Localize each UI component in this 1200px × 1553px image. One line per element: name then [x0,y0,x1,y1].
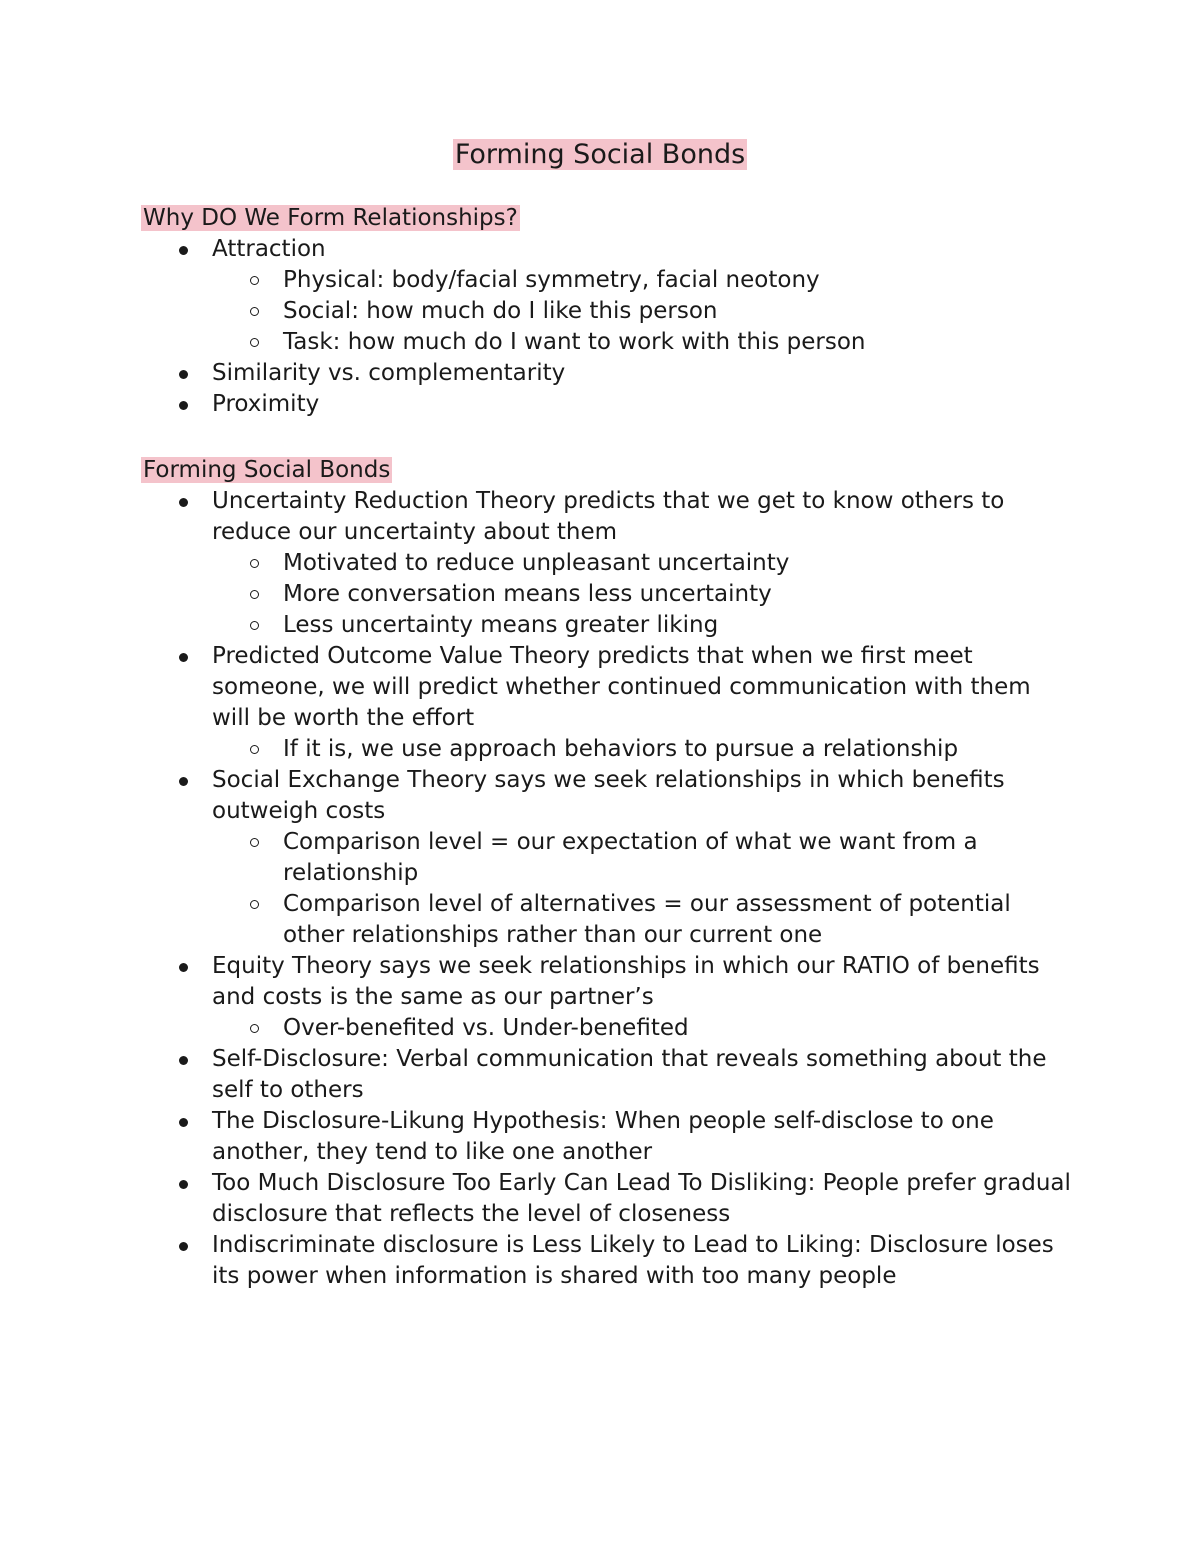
list-item-text: Attraction [212,236,326,262]
list-item [141,1106,1071,1168]
list-item-text: The Disclosure-Likung Hypothesis: When people self-disclose to one another, they tend to like one another [212,1108,994,1165]
sub-list-item-text: Less uncertainty means greater liking [283,612,719,638]
sub-list-item [212,734,1071,765]
list-item [141,1230,1071,1292]
list-item-text: Uncertainty Reduction Theory predicts that we get to know others to reduce our uncertainty about them [212,488,1005,545]
bullet-icon [179,498,188,507]
sub-list-item [212,579,1071,610]
sub-list-item-text: If it is, we use approach behaviors to pursue a relationship [283,736,959,762]
section-heading [141,455,1071,486]
hollow-bullet-icon [250,621,259,630]
sub-bullet-list [283,734,1071,765]
section-forming-social-bonds [141,455,1071,1292]
list-item [141,641,1071,765]
bullet-icon [179,401,188,410]
hollow-bullet-icon [250,1024,259,1033]
list-item [141,486,1071,641]
list-item-text: Social Exchange Theory says we seek relationships in which benefits outweigh costs [212,767,1005,824]
list-item [141,358,1071,389]
list-item [141,951,1071,1044]
section-heading [141,203,1071,234]
hollow-bullet-icon [250,838,259,847]
bullet-list [141,486,1071,1292]
sub-list-item [212,610,1071,641]
hollow-bullet-icon [250,276,259,285]
sub-list-item [212,1013,1071,1044]
bullet-icon [179,246,188,255]
sub-list-item-text: Over-benefited vs. Under-benefited [283,1015,689,1041]
document-title [0,136,1200,174]
sub-list-item-text: Physical: body/facial symmetry, facial neotony [283,267,820,293]
bullet-icon [179,1118,188,1127]
sub-bullet-list [283,265,1071,358]
hollow-bullet-icon [250,307,259,316]
bullet-icon [179,963,188,972]
list-item-text: Equity Theory says we seek relationships in which our RATIO of benefits and costs is the same as our partner’s [212,953,1040,1010]
section-heading-text: Forming Social Bonds [143,457,391,483]
list-item [141,234,1071,358]
sub-bullet-list [283,827,1071,951]
sub-list-item [212,548,1071,579]
sub-list-item [212,827,1071,889]
hollow-bullet-icon [250,900,259,909]
sub-list-item [212,327,1071,358]
section-why-relationships [141,203,1071,420]
sub-list-item-text: Motivated to reduce unpleasant uncertainty [283,550,790,576]
bullet-icon [179,653,188,662]
section-heading-text: Why DO We Form Relationships? [143,205,518,231]
list-item-text: Self-Disclosure: Verbal communication that reveals something about the self to others [212,1046,1047,1103]
hollow-bullet-icon [250,338,259,347]
bullet-icon [179,1180,188,1189]
list-item [141,1168,1071,1230]
list-item-text: Too Much Disclosure Too Early Can Lead To Disliking: People prefer gradual disclosure that reflects the level of closeness [212,1170,1071,1227]
list-item-text: Similarity vs. complementarity [212,360,566,386]
hollow-bullet-icon [250,745,259,754]
bullet-icon [179,1056,188,1065]
sub-bullet-list [283,548,1071,641]
sub-list-item-text: Comparison level = our expectation of what we want from a relationship [283,829,978,886]
list-item [141,1044,1071,1106]
sub-list-item-text: Task: how much do I want to work with this person [283,329,866,355]
sub-list-item-text: More conversation means less uncertainty [283,581,772,607]
list-item-text: Proximity [212,391,320,417]
sub-bullet-list [283,1013,1071,1044]
bullet-icon [179,777,188,786]
list-item-text: Indiscriminate disclosure is Less Likely to Lead to Liking: Disclosure loses its power when information is shared with too many people [212,1232,1054,1289]
bullet-icon [179,370,188,379]
sub-list-item-text: Social: how much do I like this person [283,298,718,324]
list-item [141,765,1071,951]
list-item [141,389,1071,420]
hollow-bullet-icon [250,590,259,599]
bullet-icon [179,1242,188,1251]
list-item-text: Predicted Outcome Value Theory predicts that when we first meet someone, we will predict whether continued communication with them will be worth the effort [212,643,1031,731]
title-highlight: Forming Social Bonds [454,139,746,170]
sub-list-item [212,889,1071,951]
sub-list-item-text: Comparison level of alternatives = our assessment of potential other relationships rather than our current one [283,891,1011,948]
sub-list-item [212,296,1071,327]
bullet-list [141,234,1071,420]
hollow-bullet-icon [250,559,259,568]
sub-list-item [212,265,1071,296]
